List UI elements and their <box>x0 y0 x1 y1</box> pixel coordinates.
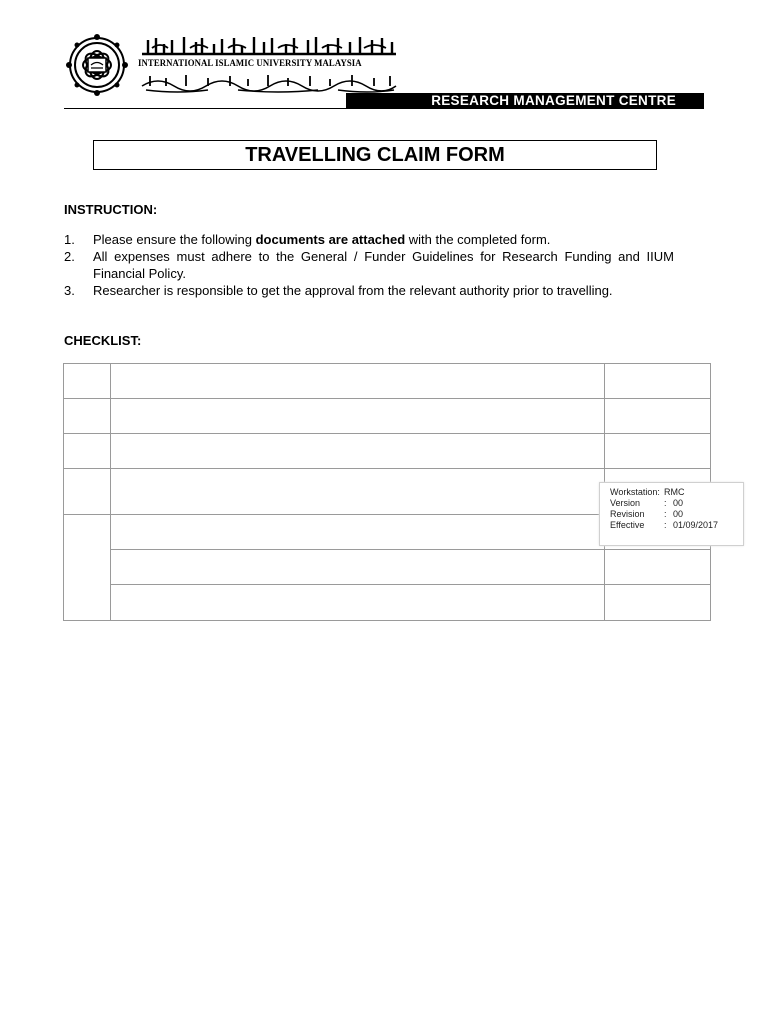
checklist-item-cell <box>111 469 605 515</box>
instruction-heading: INSTRUCTION: <box>64 202 158 217</box>
document-control-box <box>599 482 744 546</box>
instruction-text: All expenses must adhere to the General / Funder Guidelines for Research Funding and IIUM Financial Policy. <box>93 249 674 281</box>
version-row <box>610 498 733 509</box>
checklist-heading: CHECKLIST: <box>64 333 142 348</box>
table-row <box>64 550 711 585</box>
checklist-check-cell[interactable] <box>605 434 711 469</box>
university-name-english: INTERNATIONAL ISLAMIC UNIVERSITY MALAYSIA <box>138 59 362 69</box>
checklist-check-cell[interactable] <box>605 399 711 434</box>
version-value: 00 <box>673 498 684 508</box>
checklist-number-cell <box>64 515 111 621</box>
effective-value: 01/09/2017 <box>673 520 719 530</box>
instruction-item <box>64 248 674 282</box>
instruction-number: 2. <box>64 249 75 264</box>
checklist-number-cell <box>64 469 111 515</box>
workstation-row <box>610 487 733 498</box>
checklist-number-cell <box>64 399 111 434</box>
checklist-item-cell <box>111 364 605 399</box>
instruction-list <box>64 231 674 299</box>
revision-label: Revision <box>610 509 645 519</box>
checklist-item-cell <box>111 585 605 621</box>
separator: : <box>664 498 667 508</box>
revision-value: 00 <box>673 509 684 519</box>
checklist-number-cell <box>64 434 111 469</box>
instruction-text: Please ensure the following <box>93 232 256 247</box>
checklist-item-cell <box>111 515 605 550</box>
table-row <box>64 585 711 621</box>
separator: : <box>664 509 667 519</box>
table-row <box>64 399 711 434</box>
university-logo <box>64 34 362 96</box>
department-banner: RESEARCH MANAGEMENT CENTRE <box>346 93 704 109</box>
instruction-text: with the completed form. <box>405 232 551 247</box>
checklist-check-cell[interactable] <box>605 550 711 585</box>
jawi-name-calligraphy <box>138 72 400 94</box>
form-title: TRAVELLING CLAIM FORM <box>93 140 657 170</box>
university-emblem-icon <box>64 34 130 96</box>
instruction-item <box>64 231 674 248</box>
revision-row <box>610 509 733 520</box>
workstation-value: RMC <box>664 487 685 497</box>
instruction-number: 3. <box>64 283 75 298</box>
checklist-item-cell <box>111 550 605 585</box>
effective-row <box>610 520 733 531</box>
checklist-number-cell <box>64 364 111 399</box>
checklist-item-cell <box>111 434 605 469</box>
instruction-number: 1. <box>64 232 75 247</box>
effective-label: Effective <box>610 520 645 530</box>
separator: : <box>664 520 667 530</box>
instruction-text: Researcher is responsible to get the approval from the relevant authority prior to travelling. <box>93 283 613 298</box>
instruction-emphasis: documents are attached <box>255 232 406 247</box>
checklist-item-cell <box>111 399 605 434</box>
workstation-label: Workstation: <box>610 487 660 497</box>
version-label: Version <box>610 498 641 508</box>
instruction-item <box>64 282 674 299</box>
checklist-check-cell[interactable] <box>605 585 711 621</box>
checklist-check-cell[interactable] <box>605 364 711 399</box>
table-row <box>64 434 711 469</box>
table-row <box>64 364 711 399</box>
arabic-name-calligraphy <box>138 34 400 58</box>
